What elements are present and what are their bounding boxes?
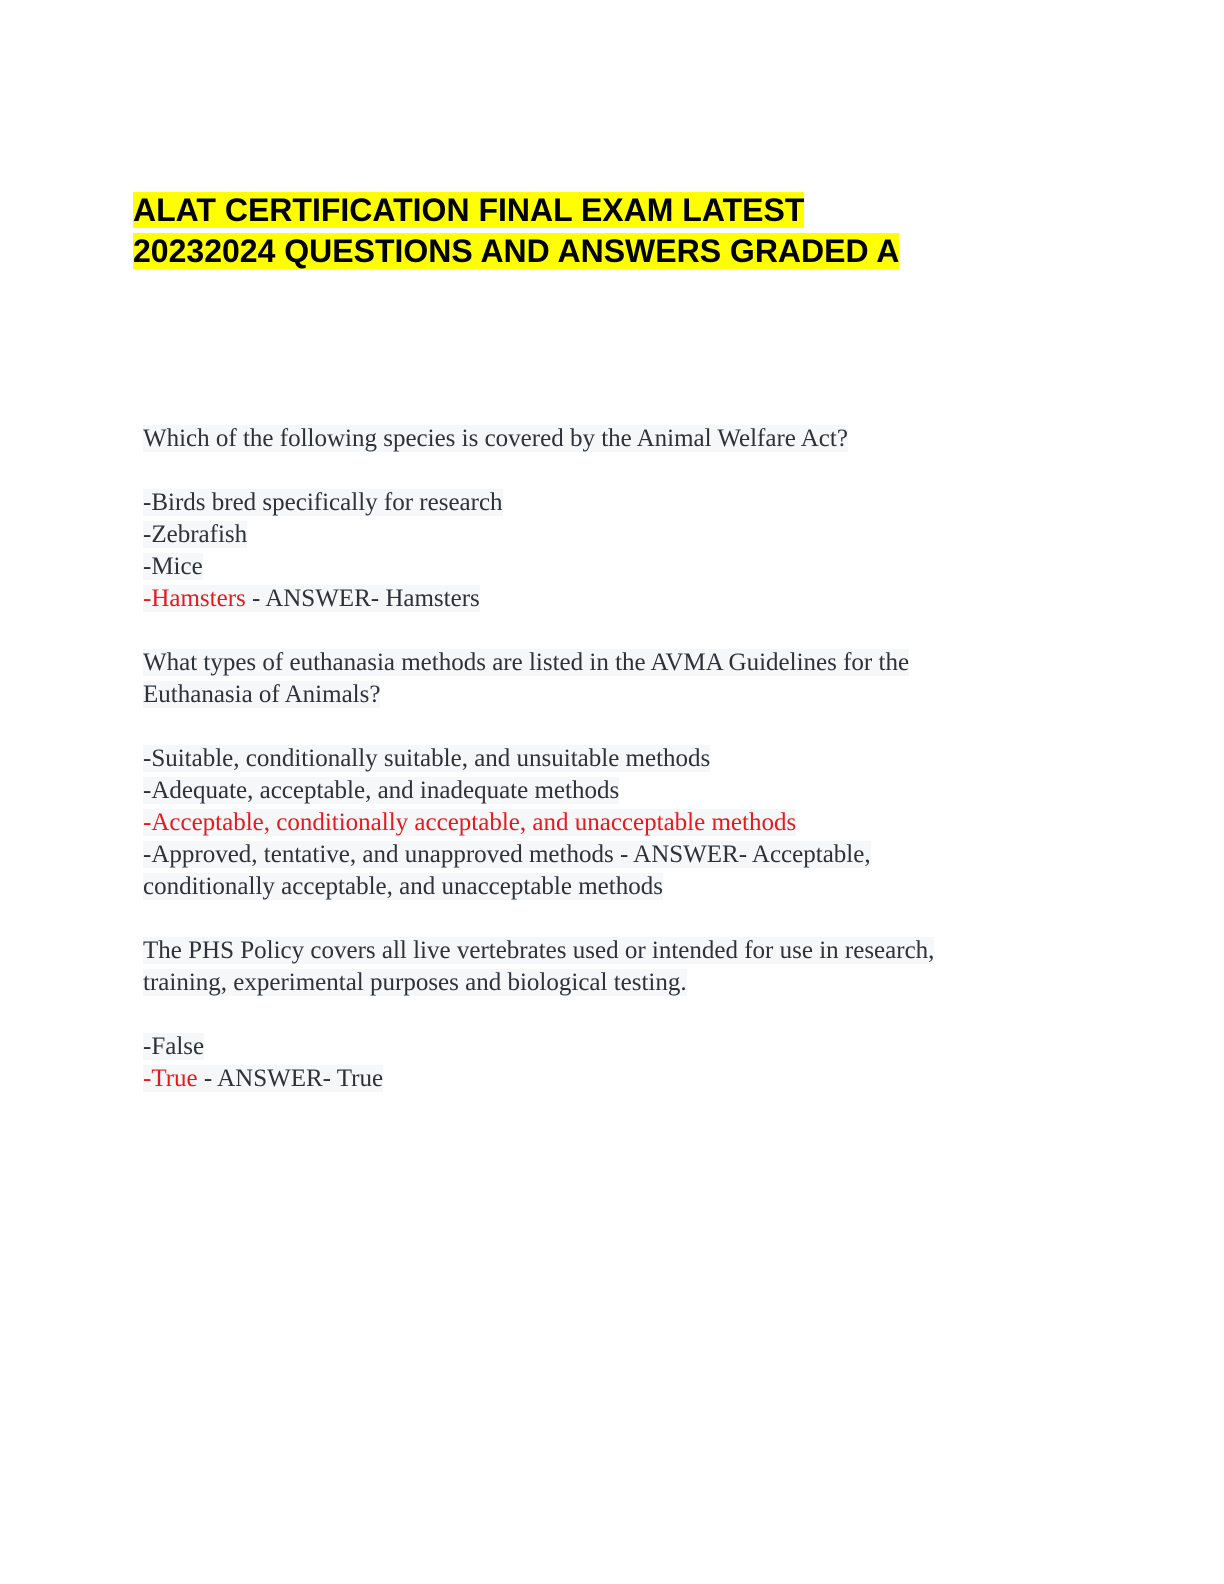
q2-option: -Adequate, acceptable, and inadequate methods — [143, 777, 620, 804]
q1-option: -Zebrafish — [143, 521, 248, 548]
q2-option: -Suitable, conditionally suitable, and unsuitable methods — [143, 745, 711, 772]
q1-answer: - ANSWER- Hamsters — [245, 585, 480, 612]
q1-option: -Birds bred specifically for research — [143, 489, 503, 516]
q2-correct-option: -Acceptable, conditionally acceptable, and unacceptable methods — [143, 809, 797, 836]
q3-option: -False — [143, 1033, 205, 1060]
q1-correct-option-line — [143, 583, 1093, 615]
q2-question: Euthanasia of Animals? — [143, 681, 381, 708]
q3-correct-option: -True — [143, 1065, 198, 1092]
q2-option-answer: conditionally acceptable, and unacceptable methods — [143, 873, 663, 900]
q1-question: Which of the following species is covered by the Animal Welfare Act? — [143, 425, 848, 452]
q1-correct-option: -Hamsters — [143, 585, 246, 612]
q3-question: The PHS Policy covers all live vertebrates used or intended for use in research, — [143, 937, 935, 964]
document-title — [133, 190, 1033, 272]
q3-correct-option-line — [143, 1063, 1093, 1095]
document-body — [143, 423, 1093, 1095]
q3-question: training, experimental purposes and biological testing. — [143, 969, 687, 996]
q2-question: What types of euthanasia methods are listed in the AVMA Guidelines for the — [143, 649, 910, 676]
title-line-1: ALAT CERTIFICATION FINAL EXAM LATEST — [133, 192, 805, 228]
q1-option: -Mice — [143, 553, 203, 580]
q2-correct-option-line — [143, 807, 1093, 839]
q3-answer: - ANSWER- True — [197, 1065, 384, 1092]
q2-option-answer: -Approved, tentative, and unapproved methods - ANSWER- Acceptable, — [143, 841, 871, 868]
title-line-2: 20232024 QUESTIONS AND ANSWERS GRADED A — [133, 233, 900, 269]
